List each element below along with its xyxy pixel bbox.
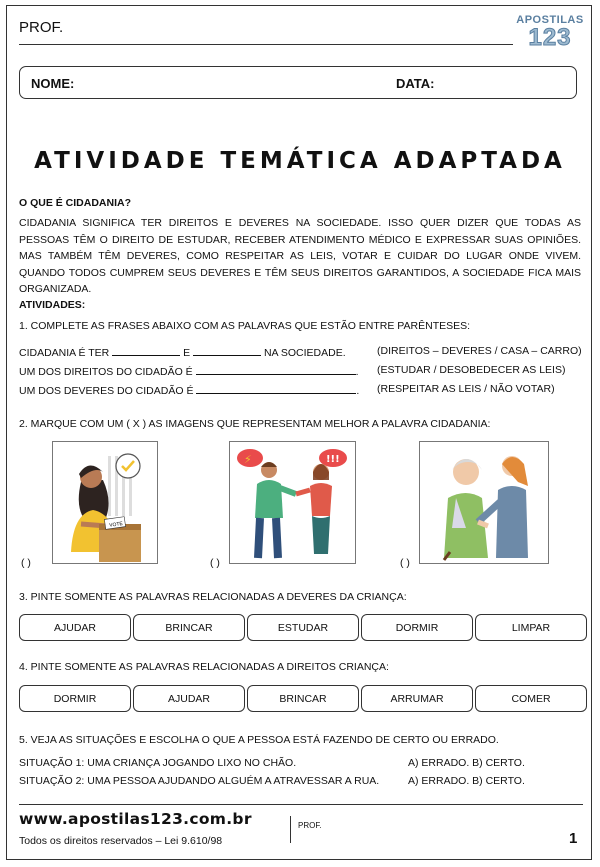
checkbox-image-1[interactable]: ( ) — [21, 557, 31, 569]
q4-word-dormir[interactable]: DORMIR — [19, 685, 131, 712]
intro-text: CIDADANIA SIGNIFICA TER DIREITOS E DEVERES NA SOCIEDADE. ISSO QUER DIZER QUE TODAS AS PESSOAS TÊM O DIREITO DE ESTUDAR, RECEBER ATENDIMENTO MÉDICO E EXPRESSAR SUAS OPINIÕES. MAS TAMBÉM TÊM DEVERES, COMO RESPEITAR AS LEIS, VOTAR E CUIDAR DO LUGAR ONDE VIVEM. QUANDO TODOS CUMPREM SEUS DEVERES E TÊM SEUS DIREITOS GARANTIDOS, A SOCIEDADE FICA MAIS ORGANIZADA. — [19, 217, 581, 295]
q1-line3-options: (RESPEITAR AS LEIS / NÃO VOTAR) — [377, 383, 555, 395]
q1-line1-c: NA SOCIEDADE. — [263, 347, 346, 359]
q5-situation-1: SITUAÇÃO 1: UMA CRIANÇA JOGANDO LIXO NO CHÃO. — [19, 757, 297, 769]
checkbox-image-3[interactable]: ( ) — [400, 557, 410, 569]
q5-answers-2[interactable]: A) ERRADO. B) CERTO. — [408, 775, 525, 787]
period: . — [356, 385, 360, 397]
footer-rights: Todos os direitos reservados – Lei 9.610/98 — [19, 835, 223, 847]
q3-word-brincar[interactable]: BRINCAR — [133, 614, 245, 641]
q1-line2-a: UM DOS DIREITOS DO CIDADÃO É — [19, 366, 193, 378]
blank-field[interactable] — [112, 345, 180, 356]
prof-label: PROF. — [19, 19, 64, 36]
vote-label: VOTE — [108, 520, 124, 529]
voting-illustration — [53, 442, 157, 563]
q1-line-3 — [19, 383, 359, 397]
image-arguing — [229, 441, 356, 564]
activities-heading: ATIVIDADES: — [19, 299, 86, 311]
q1-line3-a: UM DOS DEVERES DO CIDADÃO É — [19, 385, 194, 397]
footer-vertical-divider — [290, 816, 291, 843]
q4-word-ajudar[interactable]: AJUDAR — [133, 685, 245, 712]
q5-situation-2: SITUAÇÃO 2: UMA PESSOA AJUDANDO ALGUÉM A ATRAVESSAR A RUA. — [19, 775, 380, 787]
blank-field[interactable] — [193, 345, 261, 356]
page-frame — [6, 5, 592, 860]
page-number: 1 — [569, 830, 578, 847]
arguing-illustration — [230, 442, 355, 563]
period: . — [355, 366, 359, 378]
q3-word-dormir[interactable]: DORMIR — [361, 614, 473, 641]
apostilas-logo — [516, 14, 584, 58]
q3-word-ajudar[interactable]: AJUDAR — [19, 614, 131, 641]
q1-line1-a: CIDADANIA É TER — [19, 347, 110, 359]
footer-divider — [19, 804, 583, 805]
name-date-box — [19, 66, 577, 99]
shout-right: !!! — [326, 454, 340, 465]
q3-word-estudar[interactable]: ESTUDAR — [247, 614, 359, 641]
q1-line-2 — [19, 364, 359, 378]
q1-line2-options: (ESTUDAR / DESOBEDECER AS LEIS) — [377, 364, 566, 376]
q5-prompt: 5. VEJA AS SITUAÇÕES E ESCOLHA O QUE A PESSOA ESTÁ FAZENDO DE CERTO OU ERRADO. — [19, 734, 499, 746]
intro-heading: O QUE É CIDADANIA? — [19, 197, 132, 209]
q4-word-arrumar[interactable]: ARRUMAR — [361, 685, 473, 712]
blank-field[interactable] — [196, 364, 356, 375]
shout-left: ⚡ — [244, 453, 252, 466]
date-label: DATA: — [396, 76, 435, 91]
logo-bottom-text: 123 — [528, 24, 572, 51]
q3-prompt: 3. PINTE SOMENTE AS PALAVRAS RELACIONADAS A DEVERES DA CRIANÇA: — [19, 591, 407, 603]
helping-illustration — [420, 442, 548, 563]
footer-prof-label: PROF. — [298, 821, 322, 830]
image-voting — [52, 441, 158, 564]
q2-prompt: 2. MARQUE COM UM ( X ) AS IMAGENS QUE REPRESENTAM MELHOR A PALAVRA CIDADANIA: — [19, 418, 491, 430]
prof-line — [19, 44, 513, 45]
q3-word-limpar[interactable]: LIMPAR — [475, 614, 587, 641]
q1-line-1 — [19, 345, 346, 359]
q4-word-comer[interactable]: COMER — [475, 685, 587, 712]
q4-word-brincar[interactable]: BRINCAR — [247, 685, 359, 712]
q4-prompt: 4. PINTE SOMENTE AS PALAVRAS RELACIONADAS A DIREITOS CRIANÇA: — [19, 661, 389, 673]
blank-field[interactable] — [196, 383, 356, 394]
footer-site-link[interactable]: www.apostilas123.com.br — [19, 810, 252, 828]
page-title: ATIVIDADE TEMÁTICA ADAPTADA — [34, 148, 566, 174]
q1-line1-b: E — [183, 347, 191, 359]
name-label: NOME: — [31, 76, 75, 91]
q1-prompt: 1. COMPLETE AS FRASES ABAIXO COM AS PALAVRAS QUE ESTÃO ENTRE PARÊNTESES: — [19, 320, 471, 332]
image-helping-elderly — [419, 441, 549, 564]
logo-top-text: APOSTILAS — [516, 14, 584, 26]
checkbox-image-2[interactable]: ( ) — [210, 557, 220, 569]
q1-line1-options: (DIREITOS – DEVERES / CASA – CARRO) — [377, 345, 582, 357]
q5-answers-1[interactable]: A) ERRADO. B) CERTO. — [408, 757, 525, 769]
